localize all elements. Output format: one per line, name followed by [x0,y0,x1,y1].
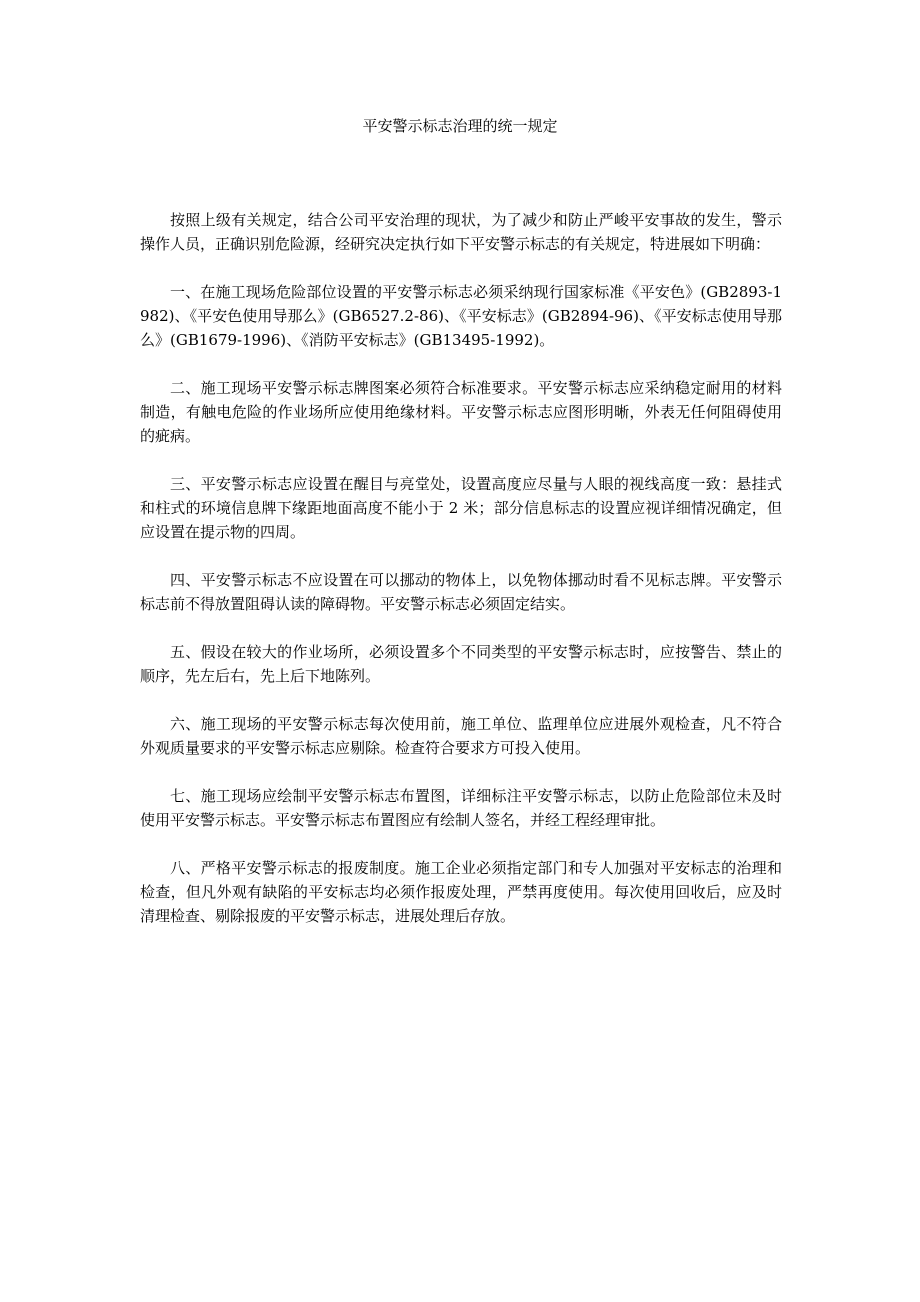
clause-6-paragraph: 六、施工现场的平安警示标志每次使用前，施工单位、监理单位应进展外观检查，凡不符合外观质量要求的平安警示标志应剔除。检查符合要求方可投入使用。 [140,715,782,757]
intro-paragraph: 按照上级有关规定，结合公司平安治理的现状，为了减少和防止严峻平安事故的发生，警示操作人员，正确识别危险源，经研究决定执行如下平安警示标志的有关规定，特进展如下明确： [140,211,782,253]
clause-5-paragraph: 五、假设在较大的作业场所，必须设置多个不同类型的平安警示标志时，应按警告、禁止的顺序，先左后右，先上后下地陈列。 [140,643,782,685]
clause-4-paragraph: 四、平安警示标志不应设置在可以挪动的物体上，以免物体挪动时看不见标志牌。平安警示标志前不得放置阻碍认读的障碍物。平安警示标志必须固定结实。 [140,571,782,613]
clause-2-paragraph: 二、施工现场平安警示标志牌图案必须符合标准要求。平安警示标志应采纳稳定耐用的材料制造，有触电危险的作业场所应使用绝缘材料。平安警示标志应图形明晰，外表无任何阻碍使用的疵病。 [140,379,782,445]
clause-8-paragraph: 八、严格平安警示标志的报废制度。施工企业必须指定部门和专人加强对平安标志的治理和检查，但凡外观有缺陷的平安标志均必须作报废处理，严禁再度使用。每次使用回收后，应及时清理检查、剔除报废的平安警示标志，进展处理后存放。 [140,859,782,925]
document-title: 平安警示标志治理的统一规定 [362,117,558,135]
clause-7-paragraph: 七、施工现场应绘制平安警示标志布置图，详细标注平安警示标志，以防止危险部位未及时使用平安警示标志。平安警示标志布置图应有绘制人签名，并经工程经理审批。 [140,787,782,829]
document-body [140,208,782,952]
clause-3-paragraph: 三、平安警示标志应设置在醒目与亮堂处，设置高度应尽量与人眼的视线高度一致：悬挂式和柱式的环境信息牌下缘距地面高度不能小于 2 米；部分信息标志的设置应视详细情况确定，但应设置在提示物的四周。 [140,475,782,541]
clause-1-paragraph: 一、在施工现场危险部位设置的平安警示标志必须采纳现行国家标准《平安色》(GB2893-1982)、《平安色使用导那么》(GB6527.2-86)、《平安标志》(GB2894-96)、《平安标志使用导那么》(GB1679-1996)、《消防平安标志》(GB13495-1992)。 [140,283,782,349]
